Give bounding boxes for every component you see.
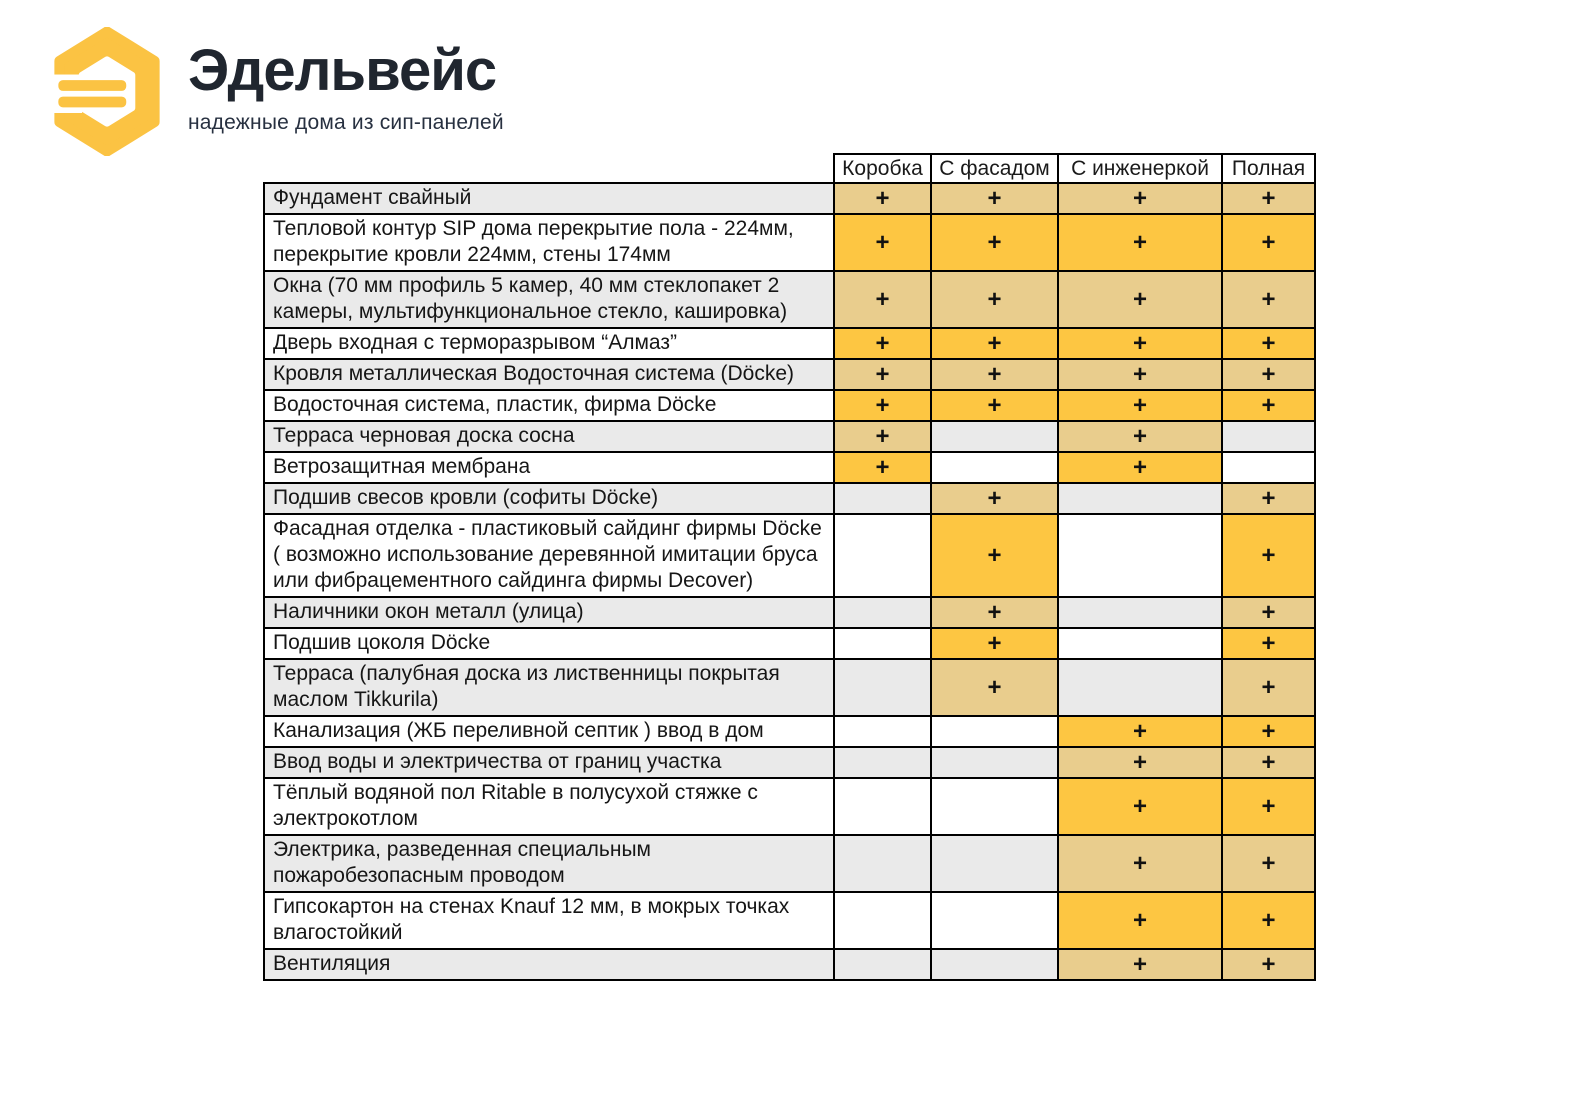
column-header-korobka: Коробка (834, 154, 931, 183)
header-row (264, 154, 1315, 183)
feature-row (264, 514, 1315, 597)
not-included-cell (931, 892, 1058, 949)
feature-label-cell: Терраса (палубная доска из лиственницы покрытая маслом Tikkurila) (264, 659, 834, 716)
not-included-cell (834, 716, 931, 747)
not-included-cell (931, 949, 1058, 980)
feature-label-cell: Фасадная отделка - пластиковый сайдинг фирмы Döcke ( возможно использование деревянной имитации бруса или фибрацементного сайдинга фирмы Decover) (264, 514, 834, 597)
included-plus-cell: + (834, 421, 931, 452)
brand-subtitle: надежные дома из сип-панелей (188, 111, 504, 134)
feature-label-cell: Кровля металлическая Водосточная система (Döcke) (264, 359, 834, 390)
included-plus-cell: + (1222, 328, 1315, 359)
not-included-cell (834, 835, 931, 892)
included-plus-cell: + (1058, 892, 1222, 949)
feature-label-cell: Терраса черновая доска сосна (264, 421, 834, 452)
feature-label-cell: Тепловой контур SIP дома перекрытие пола - 224мм, перекрытие кровли 224мм, стены 174мм (264, 214, 834, 271)
feature-label-cell: Ветрозащитная мембрана (264, 452, 834, 483)
feature-row (264, 892, 1315, 949)
included-plus-cell: + (1058, 214, 1222, 271)
header-spacer (264, 154, 834, 183)
not-included-cell (834, 483, 931, 514)
included-plus-cell: + (1222, 514, 1315, 597)
included-plus-cell: + (931, 183, 1058, 214)
not-included-cell (931, 421, 1058, 452)
feature-row (264, 359, 1315, 390)
included-plus-cell: + (834, 214, 931, 271)
not-included-cell (1058, 483, 1222, 514)
feature-label-cell: Фундамент свайный (264, 183, 834, 214)
included-plus-cell: + (931, 483, 1058, 514)
included-plus-cell: + (834, 328, 931, 359)
included-plus-cell: + (1058, 271, 1222, 328)
included-plus-cell: + (1058, 747, 1222, 778)
included-plus-cell: + (931, 271, 1058, 328)
column-header-s-inzhenerkoi: С инженеркой (1058, 154, 1222, 183)
feature-row (264, 628, 1315, 659)
not-included-cell (834, 892, 931, 949)
feature-row (264, 835, 1315, 892)
feature-label-cell: Дверь входная с терморазрывом “Алмаз” (264, 328, 834, 359)
not-included-cell (834, 747, 931, 778)
not-included-cell (1222, 421, 1315, 452)
included-plus-cell: + (1222, 390, 1315, 421)
included-plus-cell: + (1058, 452, 1222, 483)
included-plus-cell: + (931, 628, 1058, 659)
not-included-cell (834, 949, 931, 980)
not-included-cell (1058, 628, 1222, 659)
included-plus-cell: + (1058, 421, 1222, 452)
included-plus-cell: + (931, 328, 1058, 359)
brand-title: Эдельвейс (188, 38, 497, 103)
included-plus-cell: + (1058, 328, 1222, 359)
included-plus-cell: + (1058, 949, 1222, 980)
included-plus-cell: + (834, 183, 931, 214)
brand-text-block (188, 27, 504, 135)
included-plus-cell: + (1222, 183, 1315, 214)
included-plus-cell: + (1222, 597, 1315, 628)
included-plus-cell: + (1222, 716, 1315, 747)
included-plus-cell: + (834, 390, 931, 421)
not-included-cell (834, 628, 931, 659)
included-plus-cell: + (834, 359, 931, 390)
feature-row (264, 659, 1315, 716)
not-included-cell (931, 778, 1058, 835)
not-included-cell (834, 597, 931, 628)
feature-row (264, 483, 1315, 514)
included-plus-cell: + (1222, 214, 1315, 271)
feature-row (264, 390, 1315, 421)
included-plus-cell: + (931, 390, 1058, 421)
not-included-cell (1058, 514, 1222, 597)
feature-row (264, 716, 1315, 747)
feature-label-cell: Подшив цоколя Döcke (264, 628, 834, 659)
feature-label-cell: Водосточная система, пластик, фирма Döcke (264, 390, 834, 421)
included-plus-cell: + (834, 452, 931, 483)
included-plus-cell: + (1222, 949, 1315, 980)
feature-label-cell: Ввод воды и электричества от границ участка (264, 747, 834, 778)
included-plus-cell: + (1222, 359, 1315, 390)
included-plus-cell: + (1222, 747, 1315, 778)
feature-label-cell: Канализация (ЖБ переливной септик ) ввод в дом (264, 716, 834, 747)
feature-row (264, 421, 1315, 452)
not-included-cell (834, 514, 931, 597)
feature-row (264, 597, 1315, 628)
feature-row (264, 747, 1315, 778)
hexagon-logo-icon (48, 27, 166, 156)
feature-label-cell: Окна (70 мм профиль 5 камер, 40 мм стеклопакет 2 камеры, мультифункциональное стекло, кашировка) (264, 271, 834, 328)
feature-label-cell: Гипсокартон на стенах Knauf 12 мм, в мокрых точках влагостойкий (264, 892, 834, 949)
package-comparison-table (263, 153, 1316, 981)
not-included-cell (931, 747, 1058, 778)
feature-row (264, 214, 1315, 271)
feature-label-cell: Наличники окон металл (улица) (264, 597, 834, 628)
feature-row (264, 271, 1315, 328)
not-included-cell (1058, 597, 1222, 628)
included-plus-cell: + (931, 659, 1058, 716)
included-plus-cell: + (1058, 778, 1222, 835)
feature-row (264, 328, 1315, 359)
feature-label-cell: Электрика, разведенная специальным пожаробезопасным проводом (264, 835, 834, 892)
included-plus-cell: + (1058, 835, 1222, 892)
included-plus-cell: + (1222, 892, 1315, 949)
not-included-cell (834, 659, 931, 716)
included-plus-cell: + (1222, 271, 1315, 328)
feature-row (264, 778, 1315, 835)
not-included-cell (931, 835, 1058, 892)
included-plus-cell: + (1222, 483, 1315, 514)
feature-label-cell: Подшив свесов кровли (софиты Döcke) (264, 483, 834, 514)
column-header-s-fasadom: С фасадом (931, 154, 1058, 183)
feature-label-cell: Вентиляция (264, 949, 834, 980)
included-plus-cell: + (1222, 628, 1315, 659)
included-plus-cell: + (1058, 390, 1222, 421)
feature-row (264, 452, 1315, 483)
included-plus-cell: + (1222, 659, 1315, 716)
included-plus-cell: + (1058, 183, 1222, 214)
included-plus-cell: + (1058, 716, 1222, 747)
feature-row (264, 949, 1315, 980)
not-included-cell (931, 452, 1058, 483)
included-plus-cell: + (931, 359, 1058, 390)
included-plus-cell: + (1222, 778, 1315, 835)
not-included-cell (834, 778, 931, 835)
not-included-cell (1222, 452, 1315, 483)
included-plus-cell: + (1222, 835, 1315, 892)
not-included-cell (931, 716, 1058, 747)
included-plus-cell: + (931, 214, 1058, 271)
not-included-cell (1058, 659, 1222, 716)
brand-header (48, 27, 504, 156)
included-plus-cell: + (931, 514, 1058, 597)
included-plus-cell: + (931, 597, 1058, 628)
feature-row (264, 183, 1315, 214)
feature-label-cell: Тёплый водяной пол Ritable в полусухой стяжке с электрокотлом (264, 778, 834, 835)
included-plus-cell: + (834, 271, 931, 328)
column-header-polnaya: Полная (1222, 154, 1315, 183)
included-plus-cell: + (1058, 359, 1222, 390)
